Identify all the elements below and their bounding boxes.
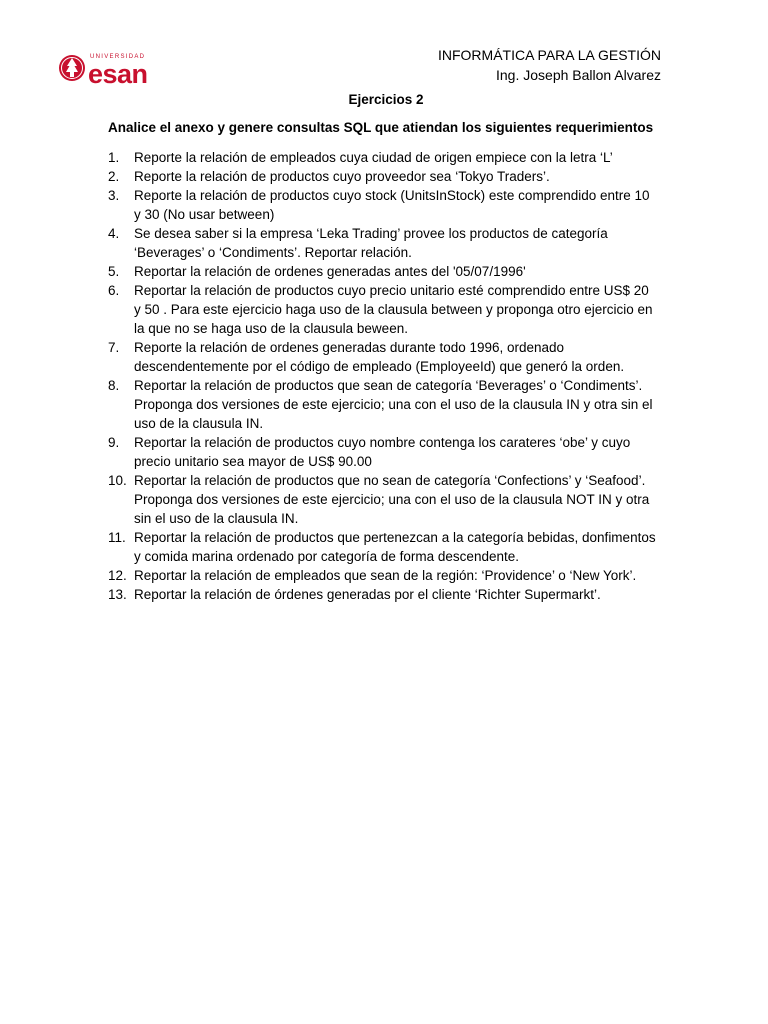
list-item-text: Reportar la relación de ordenes generadas antes del '05/07/1996' [134,264,526,279]
list-item-text: Reportar la relación de empleados que sean de la región: ‘Providence’ o ‘New York’. [134,568,637,583]
esan-logo-icon [58,50,170,86]
list-item-text: Reporte la relación de empleados cuya ciudad de origen empiece con la letra ‘L’ [134,150,613,165]
instructor-name: Ing. Joseph Ballon Alvarez [496,67,661,83]
list-item-number: 10. [108,473,127,488]
list-item [108,186,656,224]
list-item-number: 13. [108,587,127,602]
list-item-number: 8. [108,378,120,393]
list-item-number: 6. [108,283,120,298]
list-item-text: Reportar la relación de órdenes generadas por el cliente ‘Richter Supermarkt’. [134,587,601,602]
logo-main-text: esan [88,59,148,86]
list-item-number: 1. [108,150,120,165]
exercise-list [108,148,656,604]
list-item [108,471,656,528]
list-item-text: Reportar la relación de productos que no sean de categoría ‘Confections’ y ‘Seafood’. Proponga dos versiones de este ejercicio; una con el uso de la clausula NOT IN y otra sin el uso de la clausula IN. [134,473,650,526]
list-item [108,224,656,262]
list-item-number: 11. [108,530,126,545]
list-item [108,433,656,471]
logo-top-text: UNIVERSIDAD [90,54,146,60]
list-item [108,262,656,281]
list-item-text: Reporte la relación de ordenes generadas durante todo 1996, ordenado descendentemente por el código de empleado (EmployeeId) que generó la orden. [134,340,625,374]
list-item-number: 7. [108,340,120,355]
instructions-heading: Analice el anexo y genere consultas SQL que atiendan los siguientes requerimientos [108,120,654,135]
list-item-number: 9. [108,435,120,450]
list-item [108,566,656,585]
list-item-number: 12. [108,568,127,583]
list-item-number: 4. [108,226,120,241]
list-item-number: 3. [108,188,120,203]
list-item [108,338,656,376]
list-item-text: Reporte la relación de productos cuyo proveedor sea ‘Tokyo Traders’. [134,169,550,184]
header-info [438,45,661,85]
list-item-number: 5. [108,264,120,279]
list-item [108,528,656,566]
list-item-text: Se desea saber si la empresa ‘Leka Trading’ provee los productos de categoría ‘Beverages’ o ‘Condiments’. Reportar relación. [134,226,608,260]
list-item-number: 2. [108,169,120,184]
list-item [108,167,656,186]
list-item [108,376,656,433]
list-item-text: Reporte la relación de productos cuyo stock (UnitsInStock) este comprendido entre 10 y 30 (No usar between) [134,188,650,222]
document-title: Ejercicios 2 [348,92,424,107]
list-item-text: Reportar la relación de productos que sean de categoría ‘Beverages’ o ‘Condiments’. Proponga dos versiones de este ejercicio; una con el uso de la clausula IN y otra sin el uso de la clausula IN. [134,378,653,431]
list-item-text: Reportar la relación de productos cuyo nombre contenga los carateres ‘obe’ y cuyo precio unitario sea mayor de US$ 90.00 [134,435,631,469]
list-item-text: Reportar la relación de productos que pertenezcan a la categoría bebidas, donfimentos y comida marina ordenado por categoría de forma descendente. [134,530,656,564]
list-item [108,281,656,338]
esan-logo [58,50,170,86]
list-item [108,585,656,604]
list-item-text: Reportar la relación de productos cuyo precio unitario esté comprendido entre US$ 20 y 50 . Para este ejercicio haga uso de la clausula between y proponga otro ejercicio en la que no se haga uso de la clausula beween. [134,283,653,336]
list-item [108,148,656,167]
course-name: INFORMÁTICA PARA LA GESTIÓN [437,47,661,63]
